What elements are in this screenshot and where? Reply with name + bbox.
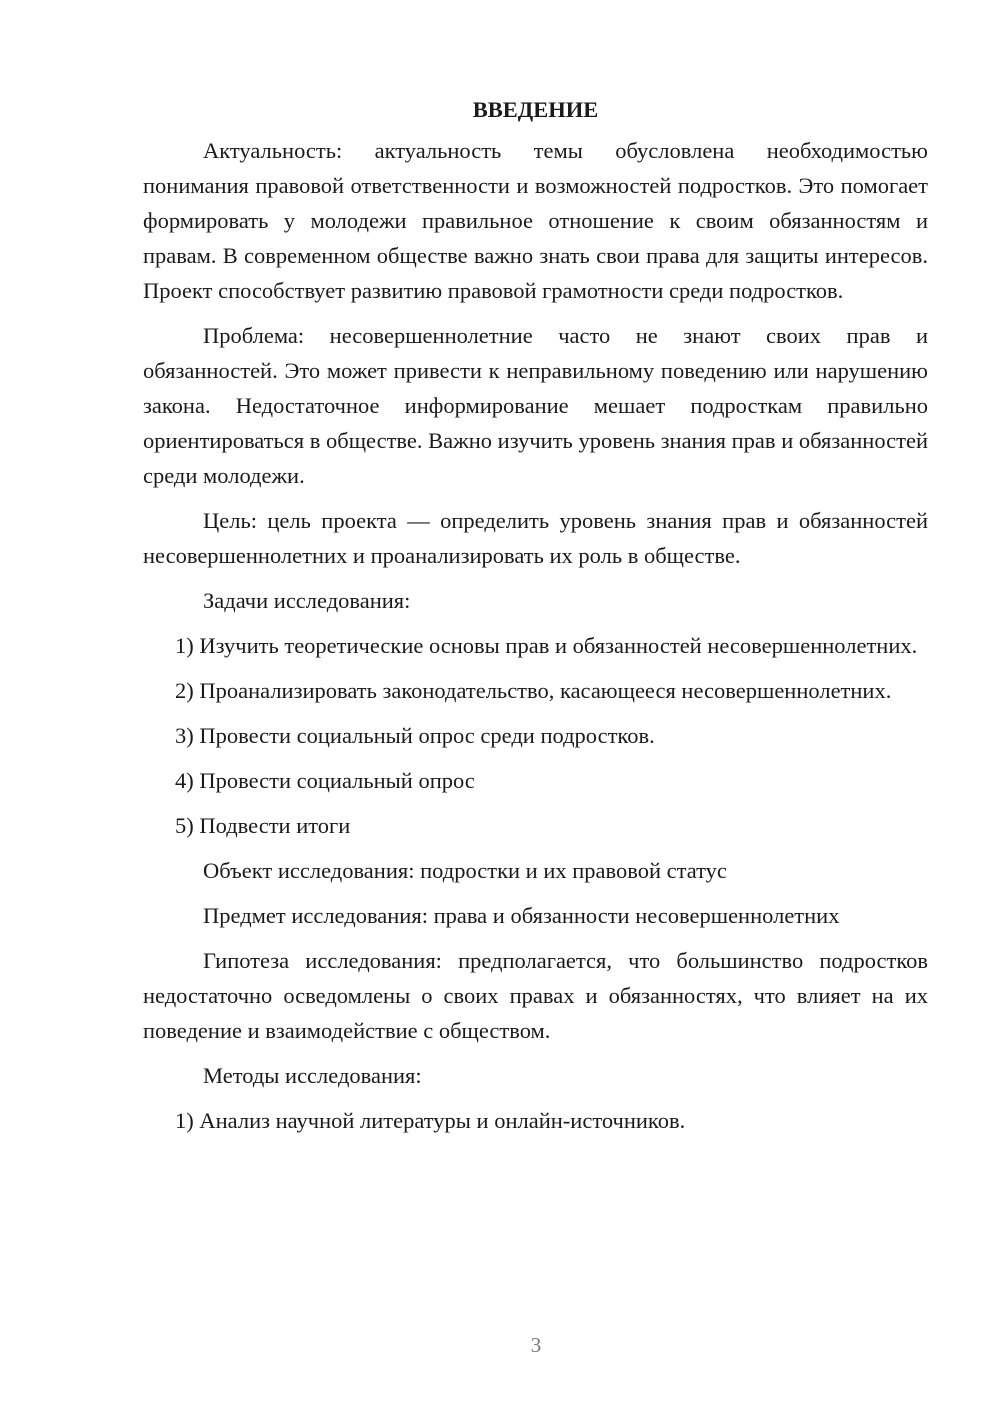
- task-item-3: 3) Провести социальный опрос среди подростков.: [175, 723, 655, 748]
- paragraph-hypothesis: Гипотеза исследования: предполагается, что большинство подростков недостаточно осведомлены о своих правах и обязанностях, что влияет на их поведение и взаимодействие с обществом.: [143, 948, 928, 1043]
- paragraph-object: Объект исследования: подростки и их правовой статус: [203, 858, 727, 883]
- paragraph-goal: Цель: цель проекта — определить уровень знания прав и обязанностей несовершеннолетних и проанализировать их роль в обществе.: [143, 508, 928, 568]
- paragraph-actuality: Актуальность: актуальность темы обусловлена необходимостью понимания правовой ответственности и возможностей подростков. Это помогает формировать у молодежи правильное отношение к своим обязанностям и правам. В современном обществе важно знать свои права для защиты интересов. Проект способствует развитию правовой грамотности среди подростков.: [143, 138, 928, 303]
- page-number: 3: [530, 1333, 542, 1357]
- paragraph-subject: Предмет исследования: права и обязанности несовершеннолетних: [203, 903, 840, 928]
- method-item-1: 1) Анализ научной литературы и онлайн-источников.: [175, 1108, 686, 1133]
- paragraph-problem: Проблема: несовершеннолетние часто не знают своих прав и обязанностей. Это может привести к неправильному поведению или нарушению закона. Недостаточное информирование мешает подросткам правильно ориентироваться в обществе. Важно изучить уровень знания прав и обязанностей среди молодежи.: [143, 323, 928, 488]
- page-content: [143, 92, 928, 1148]
- task-item-4: 4) Провести социальный опрос: [175, 768, 475, 793]
- page-title: ВВЕДЕНИЕ: [472, 97, 599, 122]
- tasks-heading: Задачи исследования:: [203, 588, 411, 613]
- methods-heading: Методы исследования:: [203, 1063, 422, 1088]
- task-item-5: 5) Подвести итоги: [175, 813, 351, 838]
- task-item-1: 1) Изучить теоретические основы прав и обязанностей несовершеннолетних.: [175, 633, 918, 658]
- task-item-2: 2) Проанализировать законодательство, касающееся несовершеннолетних.: [175, 678, 892, 703]
